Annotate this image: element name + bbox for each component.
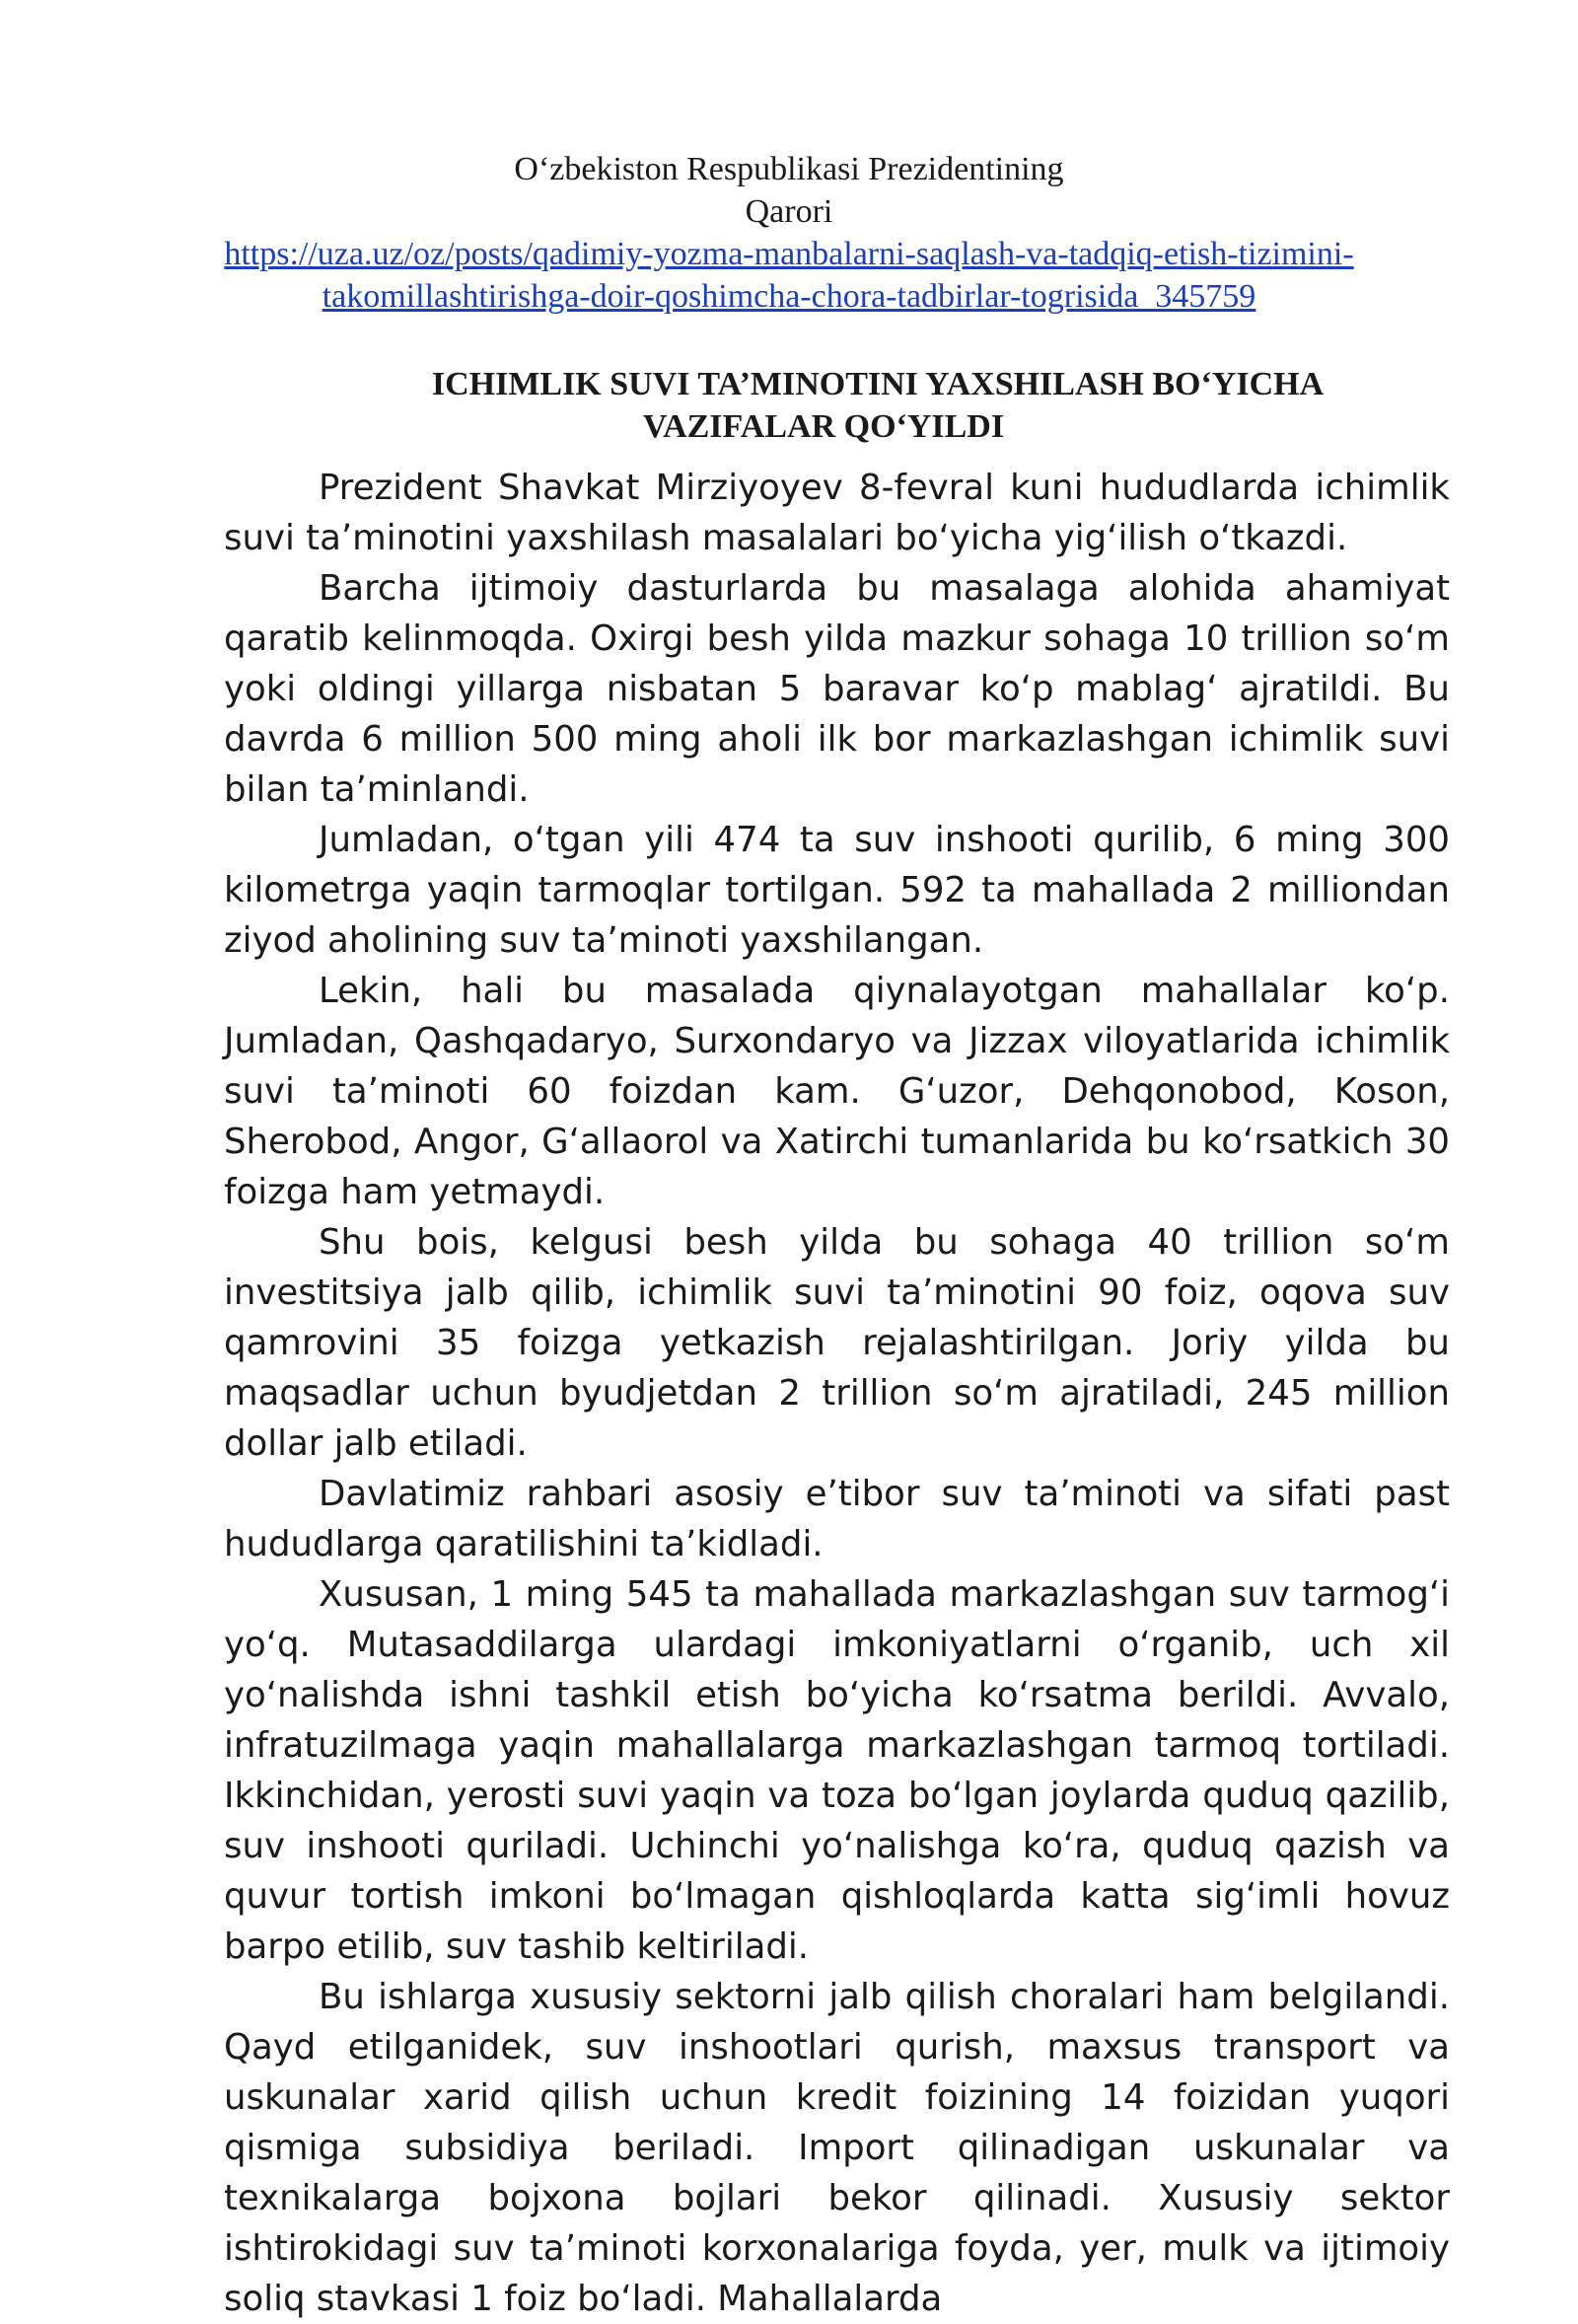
source-link[interactable] (0, 233, 1578, 318)
article-title-line-1: ICHIMLIK SUVI TA’MINOTINI YAXSHILASH BOʻYICHA (431, 366, 1325, 402)
paragraph: Davlatimiz rahbari asosiy e’tibor suv ta’minoti va sifati past hududlarga qaratilishini ta’kidladi. (224, 1474, 1450, 1564)
header-doc-type: Qarori (745, 193, 833, 230)
article-body (224, 463, 1450, 2324)
paragraph: Lekin, hali bu masalada qiynalayotgan mahallalar koʻp. Jumladan, Qashqadaryo, Surxondaryo va Jizzax viloyatlarida ichimlik suvi ta’minoti 60 foizdan kam. Gʻuzor, Dehqonobod, Koson, Sherobod, Angor, Gʻallaorol va Xatirchi tumanlarida bu koʻrsatkich 30 foizga ham yetmaydi. (224, 971, 1450, 1212)
source-link-line-2[interactable]: takomillashtirishga-doir-qoshimcha-chora-tadbirlar-togrisida_345759 (322, 278, 1256, 315)
header-issuer: Oʻzbekiston Respublikasi Prezidentining (514, 151, 1064, 187)
paragraph: Bu ishlarga xususiy sektorni jalb qilish choralari ham belgilandi. Qayd etilganidek, suv inshootlari qurish, maxsus transport va uskunalar xarid qilish uchun kredit foizining 14 foizidan yuqori qismiga subsidiya beriladi. Import qilinadigan uskunalar va texnikalarga bojxona bojlari bekor qilinadi. Xususiy sektor ishtirokidagi suv ta’minoti korxonalariga foyda, yer, mulk va ijtimoiy soliq stavkasi 1 foiz boʻladi. Mahallalarda (224, 1977, 1450, 2319)
paragraph: Barcha ijtimoiy dasturlarda bu masalaga alohida ahamiyat qaratib kelinmoqda. Oxirgi besh yilda mazkur sohaga 10 trillion soʻm yoki oldingi yillarga nisbatan 5 baravar koʻp mablagʻ ajratildi. Bu davrda 6 million 500 ming aholi ilk bor markazlashgan ichimlik suvi bilan ta’minlandi. (224, 568, 1450, 810)
article-title-line-2: VAZIFALAR QOʻYILDI (642, 408, 1005, 445)
document-header (0, 148, 1578, 318)
paragraph: Prezident Shavkat Mirziyoyev 8-fevral kuni hududlarda ichimlik suvi ta’minotini yaxshilash masalalari boʻyicha yigʻilish oʻtkazdi. (224, 468, 1450, 558)
paragraph: Jumladan, oʻtgan yili 474 ta suv inshooti qurilib, 6 ming 300 kilometrga yaqin tarmoqlar tortilgan. 592 ta mahallada 2 milliondan ziyod aholining suv ta’minoti yaxshilangan. (224, 820, 1450, 961)
paragraph: Xususan, 1 ming 545 ta mahallada markazlashgan suv tarmogʻi yoʻq. Mutasaddilarga ulardagi imkoniyatlarni oʻrganib, uch xil yoʻnalishda ishni tashkil etish boʻyicha koʻrsatma berildi. Avvalo, infratuzilmaga yaqin mahallalarga markazlashgan tarmoq tortiladi. Ikkinchidan, yerosti suvi yaqin va toza boʻlgan joylarda quduq qazilib, suv inshooti quriladi. Uchinchi yoʻnalishga koʻra, quduq qazish va quvur tortish imkoni boʻlmagan qishloqlarda katta sigʻimli hovuz barpo etilib, suv tashib keltiriladi. (224, 1574, 1450, 1967)
paragraph: Shu bois, kelgusi besh yilda bu sohaga 40 trillion soʻm investitsiya jalb qilib, ichimlik suvi ta’minotini 90 foiz, oqova suv qamrovini 35 foizga yetkazish rejalashtirilgan. Joriy yilda bu maqsadlar uchun byudjetdan 2 trillion soʻm ajratiladi, 245 million dollar jalb etiladi. (224, 1222, 1450, 1464)
article-title (0, 363, 1578, 448)
source-link-line-1[interactable]: https://uza.uz/oz/posts/qadimiy-yozma-manbalarni-saqlash-va-tadqiq-etish-tizimini- (224, 236, 1354, 272)
